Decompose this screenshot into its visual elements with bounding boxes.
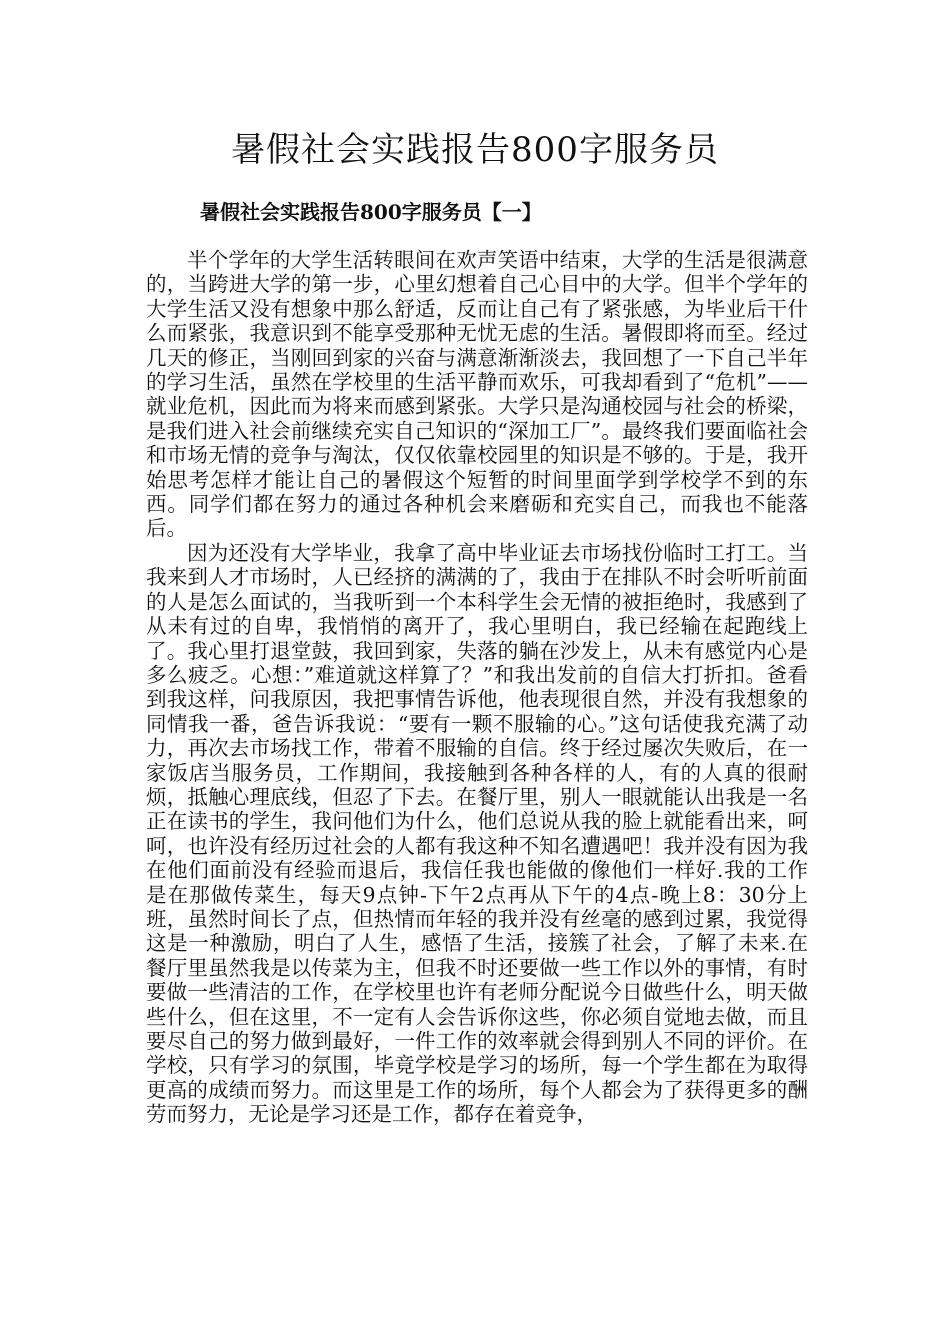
paragraph: 因为还没有大学毕业，我拿了高中毕业证去市场找份临时工打工。当我来到人才市场时，人已经挤的满满的了，我由于在排队不时会听听前面的人是怎么面试的，当我听到一个本科学生会无情的被拒绝时，我感到了从未有过的自卑，我悄悄的离开了，我心里明白，我已经输在起跑线上了。我心里打退堂鼓，我回到家，失落的躺在沙发上，从未有感觉内心是多么疲乏。心想：”难道就这样算了？”和我出发前的自信大打折扣。爸看到我这样，问我原因，我把事情告诉他，他表现很自然，并没有我想象的同情我一番，爸告诉我说：“要有一颗不服输的心。”这句话使我充满了动力，再次去市场找工作，带着不服输的自信。终于经过屡次失败后，在一家饭店当服务员，工作期间，我接触到各种各样的人，有的人真的很耐烦，抵触心理底线，但忍了下去。在餐厅里，别人一眼就能认出我是一名正在读书的学生，我问他们为什么，他们总说从我的脸上就能看出来，呵呵，也许没有经历过社会的人都有我这种不知名遭遇吧！我并没有因为我在他们面前没有经验而退后，我信任我也能做的像他们一样好.我的工作是在那做传菜生，每天9点钟-下午2点再从下午的4点-晚上8：30分上班，虽然时间长了点，但热情而年轻的我并没有丝毫的感到过累，我觉得这是一种激励，明白了人生，感悟了生活，接簇了社会，了解了未来.在餐厅里虽然我是以传菜为主，但我不时还要做一些工作以外的事情，有时要做一些清洁的工作，在学校里也许有老师分配说今日做些什么，明天做些什么，但在这里，不一定有人会告诉你这些，你必须自觉地去做，而且要尽自己的努力做到最好，一件工作的效率就会得到别人不同的评价。在学校，只有学习的氛围，毕竟学校是学习的场所，每一个学生都在为取得更高的成绩而努力。而这里是工作的场所，每个人都会为了获得更多的酬劳而努力，无论是学习还是工作，都存在着竞争， <box>146 540 808 1127</box>
paragraph: 半个学年的大学生活转眼间在欢声笑语中结束，大学的生活是很满意的，当跨进大学的第一步，心里幻想着自己心目中的大学。但半个学年的大学生活又没有想象中那么舒适，反而让自己有了紧张感，为毕业后干什么而紧张，我意识到不能享受那种无忧无虑的生活。暑假即将而至。经过几天的修正，当刚回到家的兴奋与满意渐渐淡去，我回想了一下自己半年的学习生活，虽然在学校里的生活平静而欢乐，可我却看到了“危机”——就业危机，因此而为将来而感到紧张。大学只是沟通校园与社会的桥梁，是我们进入社会前继续充实自己知识的“深加工厂”。最终我们要面临社会和市场无情的竞争与淘汰，仅仅依靠校园里的知识是不够的。于是，我开始思考怎样才能让自己的暑假这个短暂的时间里面学到学校学不到的东西。同学们都在努力的通过各种机会来磨砺和充实自己，而我也不能落后。 <box>146 248 808 541</box>
document-title: 暑假社会实践报告800字服务员 <box>231 130 719 170</box>
section-heading: 暑假社会实践报告800字服务员【一】 <box>200 200 542 224</box>
document-body <box>146 248 808 1127</box>
